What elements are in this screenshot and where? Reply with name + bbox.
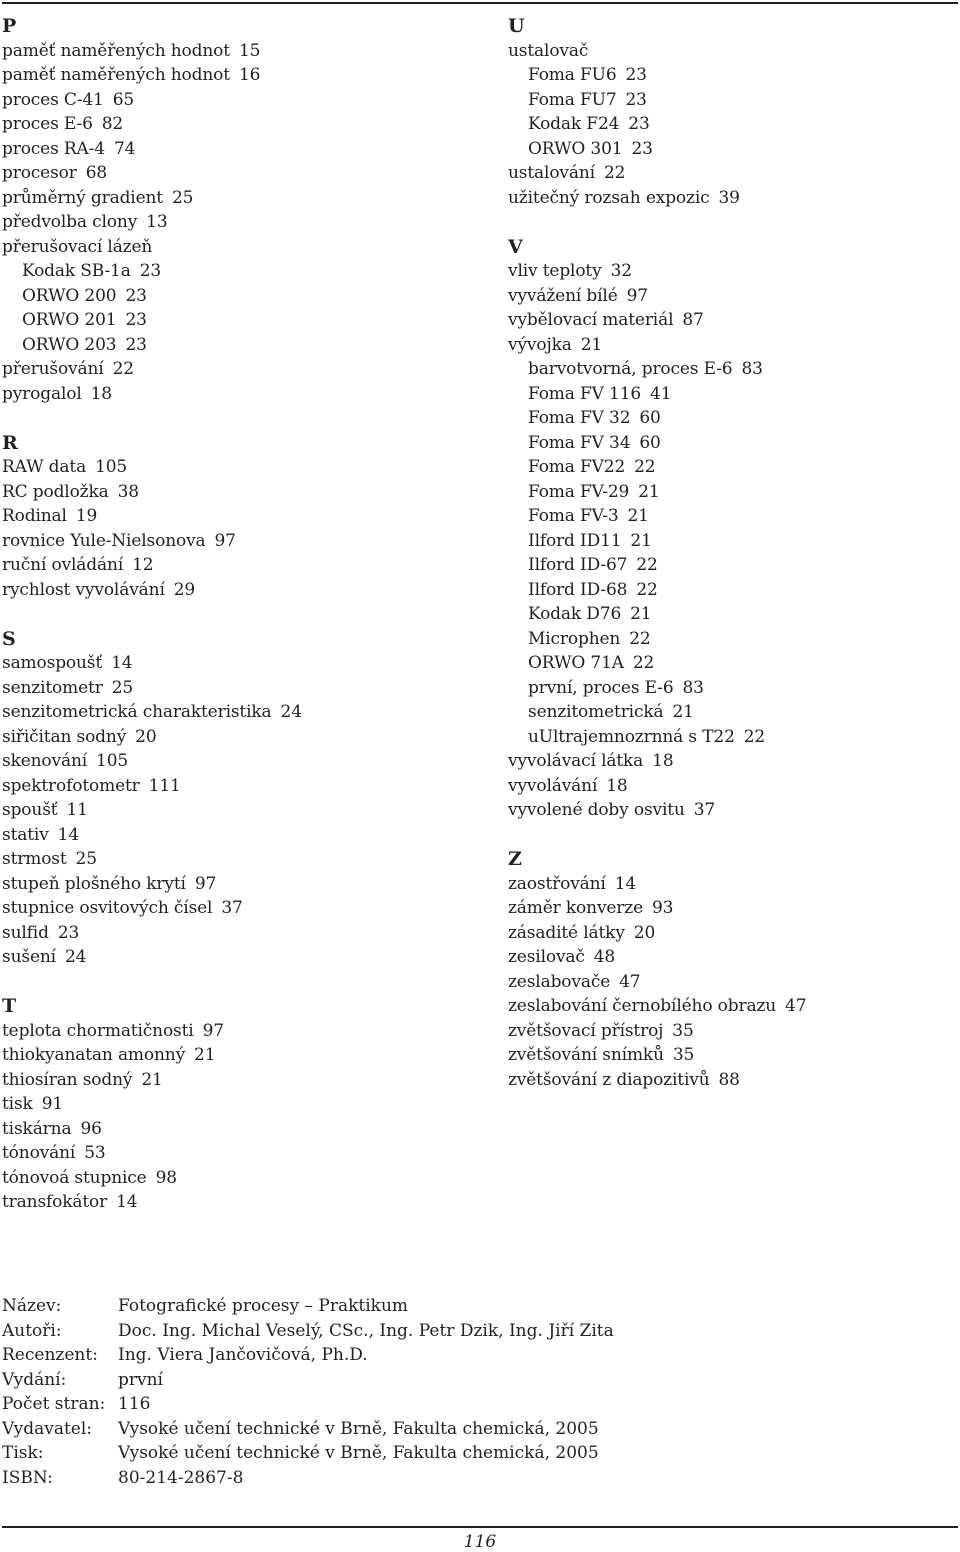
index-entry <box>2 872 492 897</box>
index-entry <box>2 700 492 725</box>
index-term: thiokyanatan amonný <box>2 1045 186 1065</box>
colophon-label: ISBN: <box>2 1467 53 1488</box>
index-term: Foma FU7 <box>528 89 617 110</box>
index-page-number: 20 <box>633 922 656 943</box>
index-term: zaostřování <box>508 873 606 894</box>
index-entry <box>508 308 958 333</box>
index-term: siřičitan sodný <box>2 726 127 747</box>
index-term: vývojka <box>508 334 572 355</box>
index-page-number: 15 <box>238 40 261 61</box>
index-term: rovnice Yule-Nielsonova <box>2 530 206 551</box>
index-page-number: 37 <box>221 898 243 918</box>
index-page-number: 97 <box>214 530 236 551</box>
index-page-number: 96 <box>80 1118 102 1139</box>
index-term: ruční ovládání <box>2 555 124 575</box>
index-subentry <box>508 700 958 725</box>
index-term: ORWO 301 <box>528 138 623 159</box>
colophon-row <box>2 1319 952 1344</box>
index-term: předvolba clony <box>2 212 138 232</box>
index-entry <box>2 1068 492 1093</box>
index-subentry <box>508 431 958 456</box>
index-subentry <box>508 578 958 603</box>
index-term: ustalování <box>508 163 595 183</box>
colophon-label: Autoři: <box>2 1320 62 1341</box>
index-subentry <box>508 455 958 480</box>
index-term: Microphen <box>528 628 621 649</box>
top-rule <box>2 2 958 4</box>
index-entry <box>508 970 958 995</box>
index-term: paměť naměřených hodnot <box>2 65 230 85</box>
index-page-number: 24 <box>280 702 302 722</box>
colophon-label: Recenzent: <box>2 1345 98 1365</box>
colophon-row <box>2 1417 952 1442</box>
index-entry <box>508 749 958 774</box>
index-term: Ilford ID-68 <box>528 579 628 600</box>
index-page-number: 23 <box>125 310 147 330</box>
index-term: vyvolené doby osvitu <box>508 800 685 820</box>
index-page-number: 97 <box>194 873 217 894</box>
index-entry <box>508 284 958 309</box>
index-term: zvětšování z diapozitivů <box>508 1069 710 1090</box>
index-subentry <box>2 284 492 309</box>
index-subentry <box>508 553 958 578</box>
index-entry <box>2 847 492 872</box>
colophon-label: Vydání: <box>2 1369 67 1390</box>
index-subentry <box>508 406 958 431</box>
index-entry <box>508 872 958 897</box>
index-entry <box>508 896 958 921</box>
index-term: zvětšování snímků <box>508 1045 664 1065</box>
index-page-number: 22 <box>112 359 134 379</box>
index-subentry <box>508 137 958 162</box>
index-term: zásadité látky <box>508 922 625 943</box>
index-term: tónování <box>2 1143 76 1163</box>
index-page-number: 48 <box>593 947 616 967</box>
index-group-u <box>508 14 958 210</box>
index-page-number: 82 <box>101 114 124 134</box>
colophon-row <box>2 1368 952 1393</box>
index-page-number: 47 <box>619 971 641 992</box>
index-entry <box>2 455 492 480</box>
index-subentry <box>2 333 492 358</box>
index-term: RC podložka <box>2 481 109 502</box>
index-group-t <box>2 994 492 1215</box>
index-letter-heading: U <box>508 15 525 37</box>
index-page-number: 19 <box>75 506 98 526</box>
colophon-row <box>2 1441 952 1466</box>
index-entry <box>2 1166 492 1191</box>
colophon-row <box>2 1343 952 1368</box>
index-page-number: 23 <box>139 261 162 281</box>
index-page-number: 22 <box>743 726 766 747</box>
index-term: vybělovací materiál <box>508 310 674 330</box>
index-page-number: 93 <box>652 898 674 918</box>
index-subentry <box>508 357 958 382</box>
index-term: Kodak SB-1a <box>22 261 131 281</box>
index-entry <box>2 137 492 162</box>
index-term: tiskárna <box>2 1118 72 1139</box>
index-term: vyvolávání <box>508 775 598 796</box>
index-term: senzitometr <box>2 677 103 698</box>
index-entry <box>2 749 492 774</box>
index-term: zvětšovací přístroj <box>508 1020 664 1041</box>
index-subentry <box>508 63 958 88</box>
index-page-number: 18 <box>606 775 628 796</box>
index-page-number: 83 <box>682 677 704 698</box>
colophon-row <box>2 1466 952 1491</box>
index-term: Rodinal <box>2 506 67 526</box>
index-term: zeslabovače <box>508 971 611 992</box>
index-term: Ilford ID-67 <box>528 555 628 575</box>
index-subentry <box>508 676 958 701</box>
index-term: přerušovací lázeň <box>2 236 153 257</box>
index-entry <box>508 774 958 799</box>
index-entry <box>2 823 492 848</box>
index-entry <box>2 161 492 186</box>
index-letter-heading: S <box>2 627 16 650</box>
index-entry <box>2 112 492 137</box>
index-entry <box>2 504 492 529</box>
index-group-r <box>2 431 492 603</box>
index-entry <box>2 186 492 211</box>
index-subentry <box>508 382 958 407</box>
index-page-number: 11 <box>66 800 88 820</box>
index-letter-heading: Z <box>508 848 522 870</box>
index-page-number: 29 <box>173 579 196 600</box>
index-page-number: 60 <box>639 432 661 453</box>
index-page-number: 22 <box>632 653 655 673</box>
index-entry <box>2 798 492 823</box>
index-entry <box>508 161 958 186</box>
index-page-number: 97 <box>626 285 648 306</box>
index-page-number: 21 <box>580 334 603 355</box>
index-term: spoušť <box>2 800 58 820</box>
colophon <box>2 1294 952 1490</box>
index-page-number: 21 <box>638 481 660 502</box>
index-page-number: 60 <box>639 408 661 428</box>
index-term: transfokátor <box>2 1192 108 1212</box>
index-entry <box>2 1117 492 1142</box>
index-page-number: 74 <box>113 138 136 159</box>
index-group-v <box>508 235 958 823</box>
index-page-number: 38 <box>117 481 139 502</box>
index-entry <box>508 798 958 823</box>
index-page-number: 88 <box>718 1069 740 1090</box>
index-entry <box>2 651 492 676</box>
index-entry <box>2 235 492 260</box>
index-entry <box>508 259 958 284</box>
index-term: procesor <box>2 163 77 183</box>
index-term: vliv teploty <box>508 261 602 281</box>
index-entry <box>2 39 492 64</box>
index-page-number: 32 <box>610 261 632 281</box>
index-subentry <box>2 308 492 333</box>
index-term: uUltrajemnozrnná s T22 <box>528 726 735 747</box>
index-entry <box>2 1043 492 1068</box>
index-page-number: 68 <box>85 163 108 183</box>
colophon-label: Počet stran: <box>2 1394 106 1414</box>
index-entry <box>2 774 492 799</box>
index-entry <box>2 382 492 407</box>
index-term: spektrofotometr <box>2 775 140 796</box>
index-entry <box>2 921 492 946</box>
index-column-right <box>508 14 958 1092</box>
index-page-number: 24 <box>64 947 87 967</box>
index-page-number: 23 <box>628 114 650 134</box>
index-letter-heading: P <box>2 15 17 37</box>
index-term: Ilford ID11 <box>528 530 622 551</box>
index-entry <box>2 480 492 505</box>
index-term: Foma FV 32 <box>528 408 631 428</box>
index-subentry <box>508 480 958 505</box>
index-term: Foma FV22 <box>528 457 626 477</box>
colophon-value: 80-214-2867-8 <box>118 1467 244 1488</box>
index-subentry <box>508 88 958 113</box>
index-page-number: 14 <box>614 873 637 894</box>
index-term: stupnice osvitových čísel <box>2 898 213 918</box>
index-term: užitečný rozsah expozic <box>508 187 710 208</box>
index-entry <box>2 529 492 554</box>
index-entry <box>2 553 492 578</box>
index-term: RAW data <box>2 457 87 477</box>
index-page-number: 18 <box>652 751 674 771</box>
index-term: tisk <box>2 1094 33 1114</box>
index-term: Foma FV-29 <box>528 481 630 502</box>
index-page-number: 14 <box>57 824 80 845</box>
index-entry <box>2 63 492 88</box>
index-term: ORWO 71A <box>528 653 624 673</box>
index-page-number: 23 <box>625 65 647 85</box>
index-entry <box>2 357 492 382</box>
index-entry <box>2 896 492 921</box>
index-term: průměrný gradient <box>2 187 163 208</box>
index-subentry <box>508 725 958 750</box>
index-entry <box>2 210 492 235</box>
index-page-number: 87 <box>682 310 704 330</box>
index-term: strmost <box>2 849 67 869</box>
colophon-label: Vydavatel: <box>2 1418 93 1439</box>
index-term: proces E-6 <box>2 114 93 134</box>
index-term: skenování <box>2 751 88 771</box>
index-page-number: 97 <box>202 1020 224 1041</box>
index-page-number: 41 <box>650 383 672 404</box>
index-letter-heading: R <box>2 431 18 454</box>
index-page-number: 23 <box>125 285 147 306</box>
index-entry <box>2 1141 492 1166</box>
index-term: ORWO 203 <box>22 334 117 355</box>
index-group-p <box>2 14 492 406</box>
index-page-number: 83 <box>741 359 763 379</box>
index-column-left <box>2 14 492 1215</box>
index-page-number: 22 <box>634 457 656 477</box>
index-page-number: 22 <box>629 628 651 649</box>
colophon-value: Doc. Ing. Michal Veselý, CSc., Ing. Petr Dzik, Ing. Jiří Zita <box>118 1320 614 1341</box>
index-term: rychlost vyvolávání <box>2 579 165 600</box>
index-term: proces C-41 <box>2 89 104 110</box>
index-page-number: 47 <box>785 996 807 1016</box>
index-term: zesilovač <box>508 947 585 967</box>
index-entry <box>2 1019 492 1044</box>
index-term: Foma FU6 <box>528 65 617 85</box>
index-term: Foma FV 34 <box>528 432 631 453</box>
index-page-number: 23 <box>625 89 647 110</box>
index-page-number: 105 <box>95 457 128 477</box>
index-page-number: 35 <box>672 1020 694 1041</box>
index-entry <box>2 1092 492 1117</box>
index-term: barvotvorná, proces E-6 <box>528 359 733 379</box>
index-page-number: 39 <box>718 187 740 208</box>
colophon-row <box>2 1392 952 1417</box>
index-term: zeslabování černobílého obrazu <box>508 996 777 1016</box>
index-term: přerušování <box>2 359 104 379</box>
index-page-number: 25 <box>75 849 97 869</box>
colophon-value: první <box>118 1369 163 1390</box>
index-page-number: 20 <box>135 726 157 747</box>
index-subentry <box>508 651 958 676</box>
index-page-number: 35 <box>672 1045 695 1065</box>
index-term: ustalovač <box>508 40 589 61</box>
index-page-number: 23 <box>631 138 653 159</box>
index-page-number: 13 <box>146 212 168 232</box>
colophon-label: Tisk: <box>2 1443 44 1463</box>
index-term: paměť naměřených hodnot <box>2 40 230 61</box>
index-term: záměr konverze <box>508 898 643 918</box>
index-page-number: 111 <box>148 775 181 796</box>
index-page-number: 21 <box>141 1069 163 1090</box>
index-subentry <box>508 112 958 137</box>
index-page-number: 21 <box>627 506 649 526</box>
index-term: ORWO 201 <box>22 310 117 330</box>
index-entry <box>508 1043 958 1068</box>
index-term: proces RA-4 <box>2 138 105 159</box>
index-term: senzitometrická charakteristika <box>2 702 272 722</box>
index-term: stupeň plošného krytí <box>2 873 186 894</box>
index-page-number: 65 <box>112 89 135 110</box>
index-term: vyvážení bílé <box>508 285 618 306</box>
index-entry <box>2 725 492 750</box>
index-term: teplota chormatičnosti <box>2 1020 194 1041</box>
index-term: Foma FV-3 <box>528 506 619 526</box>
index-term: sulfid <box>2 922 49 943</box>
index-group-s <box>2 627 492 970</box>
index-entry <box>508 1068 958 1093</box>
index-term: sušení <box>2 947 56 967</box>
index-term: thiosíran sodný <box>2 1069 133 1090</box>
index-page-number: 105 <box>96 751 129 771</box>
page-number: 116 <box>463 1532 497 1552</box>
index-page-number: 21 <box>672 702 694 722</box>
index-page-number: 22 <box>636 579 658 600</box>
index-entry <box>2 88 492 113</box>
index-term: Kodak D76 <box>528 604 622 624</box>
colophon-value: Fotografické procesy – Praktikum <box>118 1296 409 1316</box>
index-entry <box>508 945 958 970</box>
index-group-z <box>508 847 958 1092</box>
index-page-number: 12 <box>132 555 154 575</box>
index-subentry <box>508 504 958 529</box>
colophon-value: Ing. Viera Jančovičová, Ph.D. <box>118 1345 368 1365</box>
bottom-rule <box>2 1526 958 1528</box>
index-term: první, proces E-6 <box>528 677 674 698</box>
index-page-number: 16 <box>238 65 261 85</box>
index-term: vyvolávací látka <box>508 751 644 771</box>
index-entry <box>508 186 958 211</box>
colophon-value: Vysoké učení technické v Brně, Fakulta chemická, 2005 <box>118 1418 599 1439</box>
index-page-number: 21 <box>194 1045 216 1065</box>
colophon-label: Název: <box>2 1296 62 1316</box>
index-entry <box>2 676 492 701</box>
index-entry <box>2 1190 492 1215</box>
index-page-number: 23 <box>125 334 147 355</box>
index-page-number: 21 <box>630 530 652 551</box>
index-page-number: 22 <box>636 555 658 575</box>
index-term: tónovoá stupnice <box>2 1167 147 1188</box>
index-term: samospoušť <box>2 653 103 673</box>
index-page-number: 14 <box>111 653 133 673</box>
index-entry <box>508 39 958 64</box>
index-page-number: 14 <box>116 1192 138 1212</box>
index-term: ORWO 200 <box>22 285 117 306</box>
index-entry <box>508 994 958 1019</box>
index-page-number: 22 <box>603 163 626 183</box>
index-term: Kodak F24 <box>528 114 620 134</box>
index-entry <box>508 333 958 358</box>
index-subentry <box>508 529 958 554</box>
colophon-row <box>2 1294 952 1319</box>
index-term: Foma FV 116 <box>528 383 642 404</box>
index-letter-heading: V <box>508 235 523 258</box>
index-entry <box>508 1019 958 1044</box>
index-entry <box>508 921 958 946</box>
index-term: pyrogalol <box>2 383 82 404</box>
index-term: senzitometrická <box>528 702 664 722</box>
index-page-number: 23 <box>57 922 80 943</box>
index-page-number: 25 <box>111 677 134 698</box>
index-entry <box>2 945 492 970</box>
index-term: stativ <box>2 824 49 845</box>
index-page-number: 98 <box>155 1167 177 1188</box>
index-subentry <box>508 627 958 652</box>
index-entry <box>2 578 492 603</box>
index-page-number: 18 <box>90 383 112 404</box>
index-subentry <box>2 259 492 284</box>
index-page-number: 21 <box>630 604 652 624</box>
index-page-number: 53 <box>84 1143 106 1163</box>
index-page-number: 37 <box>693 800 716 820</box>
index-page-number: 91 <box>41 1094 64 1114</box>
index-page-number: 25 <box>171 187 194 208</box>
colophon-value: Vysoké učení technické v Brně, Fakulta chemická, 2005 <box>118 1443 599 1463</box>
index-subentry <box>508 602 958 627</box>
index-letter-heading: T <box>2 995 17 1017</box>
colophon-value: 116 <box>118 1394 151 1414</box>
